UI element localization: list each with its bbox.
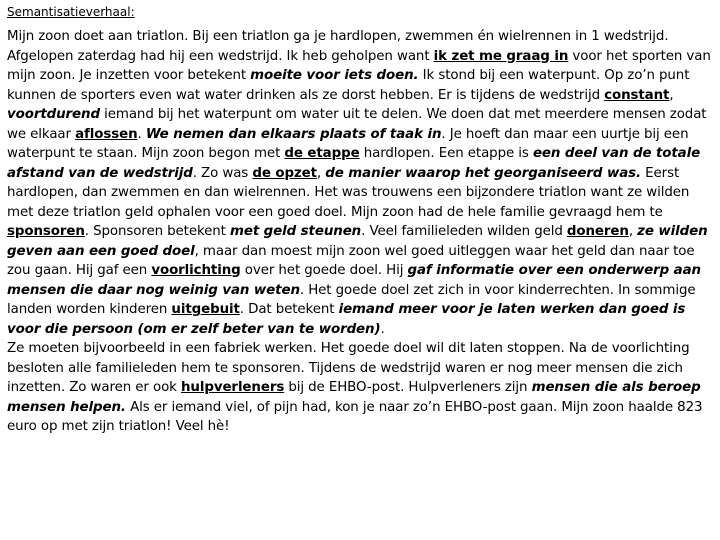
vocabulary-word: voorlichting: [151, 263, 241, 278]
story-text: . Dat betekent: [239, 302, 339, 317]
word-definition: de manier waarop het georganiseerd was.: [325, 165, 642, 181]
story-text: , maar dan moest mijn zoon wel goed uitleggen waar het geld dan naar toe zou gaan. Hij gaf een: [7, 243, 695, 278]
vocabulary-word: aflossen: [75, 126, 138, 142]
story-text: Eerst hardlopen, dan zwemmen en dan wielrennen. Het was trouwens een bijzondere triatlon want ze wilden met deze triatlon geld ophalen voor een goed doel. Mijn zoon had de hele familie gevraagd hem te: [7, 165, 690, 220]
story-text: . Sponsoren betekent: [84, 224, 230, 239]
vocabulary-word: doneren: [566, 224, 629, 239]
document-title: Semantisatieverhaal:: [7, 5, 135, 19]
story-text: hardlopen. Een etappe is: [359, 146, 533, 161]
vocabulary-word: de opzet: [252, 165, 317, 181]
story-text: bij de EHBO-post. Hulpverleners zijn: [284, 380, 532, 395]
word-definition: een deel van de totale afstand van de wedstrijd: [7, 146, 701, 181]
story-text: iemand bij het waterpunt om water uit te delen. We doen dat met meerdere mensen zodat we elkaar: [7, 107, 707, 142]
vocabulary-word: hulpverleners: [180, 380, 285, 395]
word-definition: We nemen dan elkaars plaats of taak in: [145, 126, 442, 142]
story-paragraph-1: [7, 27, 713, 339]
story-text: Mijn zoon doet aan triatlon. Bij een triatlon ga je hardlopen, zwemmen én wielrennen in 1 wedstrijd. Afgelopen zaterdag had hij een wedstrijd. Ik heb geholpen want: [7, 29, 669, 64]
word-definition: iemand meer voor je laten werken dan goed is voor die persoon (om er zelf beter van te worden): [7, 302, 686, 337]
vocabulary-word: sponsoren: [7, 224, 85, 239]
story-text: Als er iemand viel, of pijn had, kon je naar zo’n EHBO-post gaan. Mijn zoon haalde 823 euro op met zijn triatlon! Veel hè!: [7, 399, 703, 434]
story-text: Ze moeten bijvoorbeeld in een fabriek werken. Het goede doel wil dit laten stoppen. Na de voorlichting besloten alle familieleden hem te sponsoren. Tijdens de wedstrijd waren er nog meer mensen die zich inzetten. Zo waren er ook: [7, 341, 690, 395]
story-text: . Het goede doel zet zich in voor kinderrechten. In sommige landen worden kinderen: [7, 282, 696, 317]
word-definition: voortdurend: [7, 107, 100, 122]
story-text: . Je hoeft dan maar een uurtje bij een waterpunt te staan. Mijn zoon begon met: [7, 126, 689, 161]
vocabulary-word: uitgebuit: [171, 302, 240, 317]
vocabulary-word: constant: [604, 87, 670, 103]
word-definition: gaf informatie over een onderwerp aan mensen die daar nog weinig van weten: [7, 263, 701, 298]
story-text: . Zo was: [192, 165, 253, 181]
vocabulary-word: de etappe: [284, 146, 360, 161]
story-text: ,: [669, 87, 674, 103]
story-text: voor het sporten van mijn zoon. Je inzetten voor betekent: [7, 48, 711, 83]
story-text: over het goede doel. Hij: [240, 263, 408, 278]
story-text: .: [380, 321, 385, 337]
word-definition: ze wilden geven aan een goed doel: [7, 224, 708, 259]
word-definition: moeite voor iets doen.: [250, 68, 419, 83]
story-text: ,: [628, 224, 638, 239]
story-text: . Veel familieleden wilden geld: [361, 224, 567, 239]
story-text: Ik stond bij een waterpunt. Op zo’n punt kunnen de sporters even wat water drinken als ze dorst hebben. Er is tijdens de wedstrijd: [7, 68, 690, 103]
vocabulary-word: ik zet me graag in: [433, 48, 569, 64]
document: [7, 4, 713, 437]
word-definition: met geld steunen: [229, 224, 362, 239]
story-text: ,: [316, 165, 326, 181]
word-definition: mensen die als beroep mensen helpen.: [7, 380, 701, 415]
story-paragraph-2: [7, 339, 713, 437]
story-text: .: [137, 126, 146, 142]
